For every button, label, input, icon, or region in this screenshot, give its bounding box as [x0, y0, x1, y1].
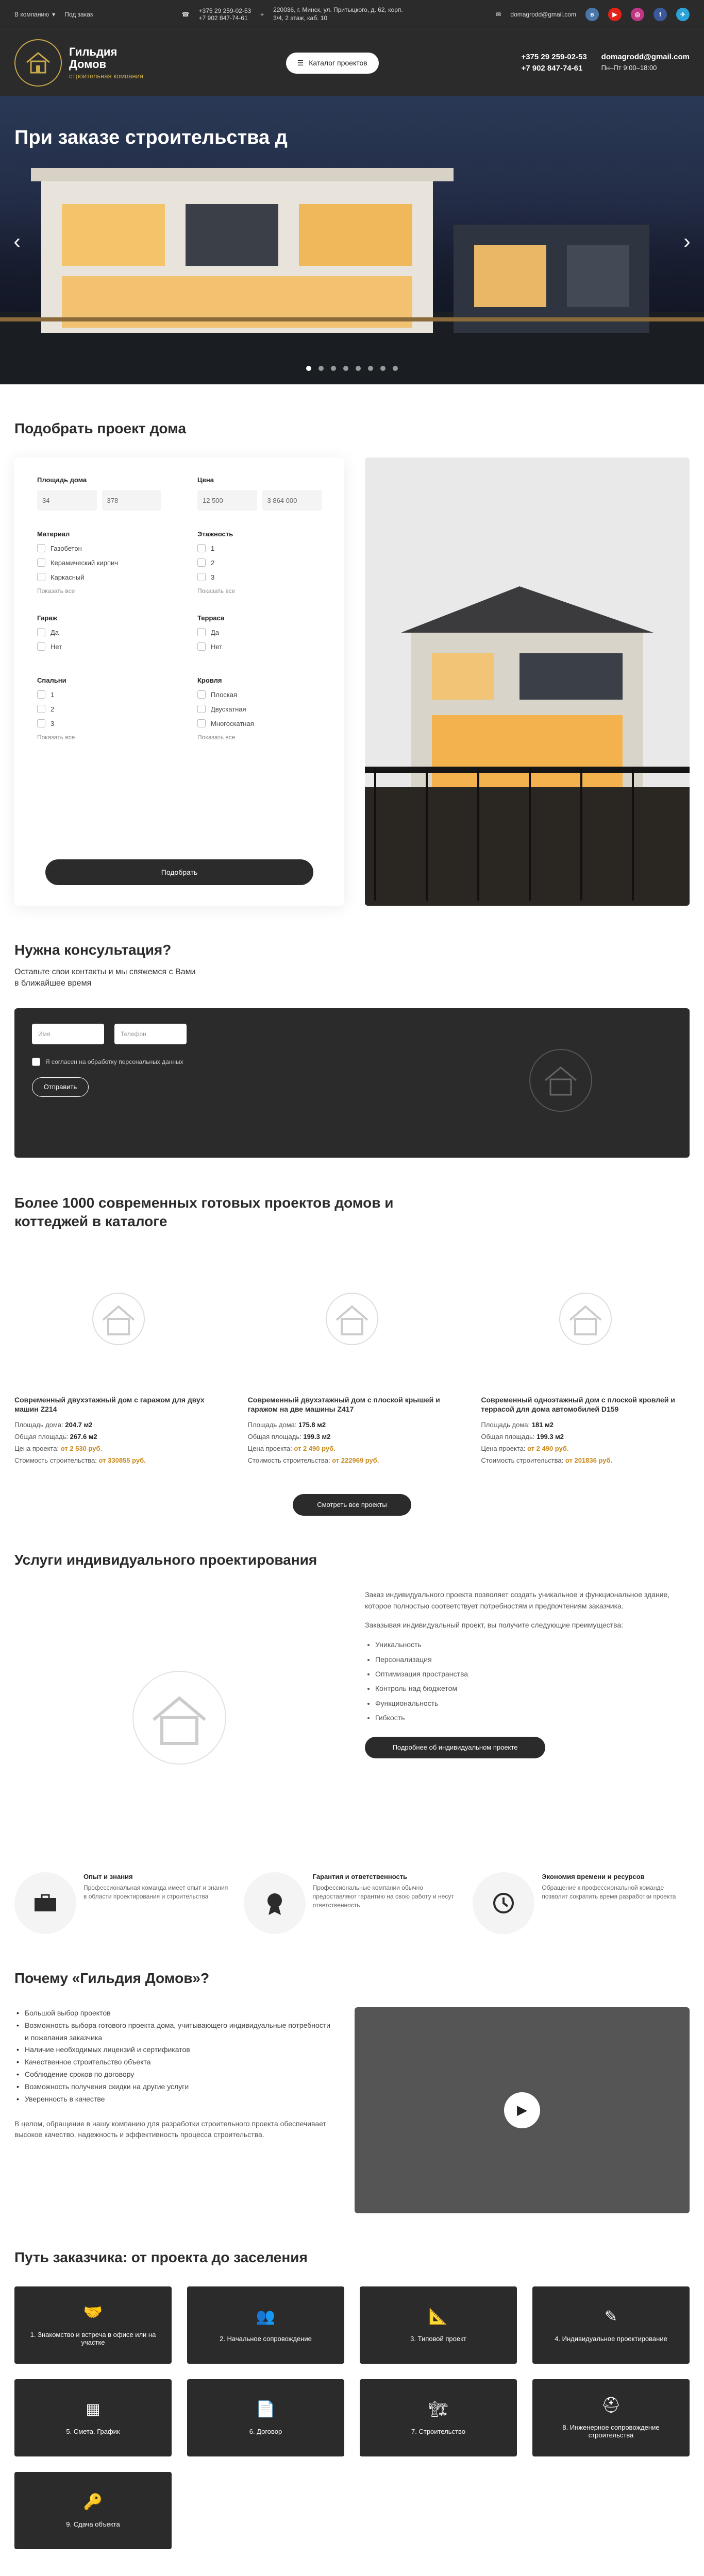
- advantage-title: Гарантия и ответственность: [312, 1872, 408, 1880]
- advantage-item: [14, 1872, 231, 1934]
- project-build-price: от 330855 руб.: [98, 1456, 146, 1464]
- why-note: В целом, обращение в нашу компанию для разработки строительного проекта обеспечивает высокое качество, надежность и эффективность процесса строительства.: [14, 2120, 326, 2139]
- why-point: • Качественное строительство объекта: [14, 2056, 334, 2069]
- floors-option[interactable]: 2: [197, 558, 322, 567]
- path-step[interactable]: ▦ 5. Смета. График: [14, 2379, 172, 2456]
- services-point: • Персонализация: [375, 1654, 690, 1665]
- people-icon: 👥: [256, 2308, 276, 2325]
- project-price: от 2 530 руб.: [60, 1444, 103, 1452]
- slider-dot[interactable]: [368, 366, 373, 371]
- picker-title: Подобрать проект дома: [14, 420, 187, 436]
- house-placeholder-icon: [14, 1252, 223, 1386]
- picker-form: [14, 457, 344, 906]
- project-total-area: 199.3 м2: [303, 1432, 331, 1440]
- project-name[interactable]: Современный двухэтажный дом с плоской крышей и гаражом на две машины Z417: [247, 1395, 440, 1413]
- price-to-input[interactable]: 3 864 000: [262, 490, 322, 511]
- advantage-text: Профессиональные компании обычно предоставляют гарантию на свою работу и несут ответственность: [312, 1884, 454, 1909]
- why-point: • Возможность получения скидки на другие услуги: [14, 2081, 334, 2093]
- services-point: • Функциональность: [375, 1698, 690, 1709]
- roof-option[interactable]: Плоская: [197, 690, 322, 699]
- advantage-text: Обращение к профессиональной команде позволит сократить время разработки проекта: [542, 1884, 676, 1900]
- bedrooms-option[interactable]: 2: [37, 705, 161, 713]
- company-link[interactable]: [14, 11, 55, 18]
- logo-line2: Домов: [69, 57, 107, 71]
- area-label: Площадь дома: [37, 476, 87, 484]
- floors-label: Этажность: [197, 530, 233, 538]
- play-icon[interactable]: ▶: [504, 2092, 540, 2128]
- facebook-icon[interactable]: f: [653, 8, 667, 21]
- chevron-right-icon[interactable]: ›: [683, 230, 691, 253]
- house-logo-icon: [14, 39, 62, 87]
- material-label: Материал: [37, 530, 70, 538]
- telegram-icon[interactable]: ✈: [676, 8, 690, 21]
- services-point: • Контроль над бюджетом: [375, 1683, 690, 1694]
- calculator-icon: ▦: [86, 2400, 100, 2418]
- advantage-title: Экономия времени и ресурсов: [542, 1872, 645, 1880]
- advantage-title: Опыт и знания: [83, 1872, 133, 1880]
- medal-icon: [244, 1872, 306, 1934]
- roof-label: Кровля: [197, 676, 222, 684]
- catalog-title-line2: коттеджей в каталоге: [14, 1213, 167, 1230]
- area-to-input[interactable]: 378: [102, 490, 162, 511]
- key-icon: 🔑: [83, 2493, 103, 2511]
- hero-title: При заказе строительства д: [14, 127, 288, 148]
- bedrooms-option[interactable]: 3: [37, 719, 161, 727]
- slider-dot[interactable]: [319, 366, 324, 371]
- slider-dot[interactable]: [393, 366, 398, 371]
- crane-icon: 🏗: [428, 2400, 448, 2418]
- bedrooms-label: Спальни: [37, 676, 66, 684]
- top-address: 220036, г. Минск, ул. Притыцкого, д. 62, корп. 3/4, 2 этаж, каб. 10: [273, 6, 403, 22]
- services-point: • Уникальность: [375, 1639, 690, 1650]
- why-point: • Большой выбор проектов: [14, 2007, 334, 2020]
- slider-dots: [0, 366, 704, 371]
- hero-slider: [0, 96, 704, 384]
- price-from-input[interactable]: 12 500: [197, 490, 257, 511]
- house-placeholder-icon: [14, 1589, 344, 1846]
- path-step[interactable]: 🔑 9. Сдача объекта: [14, 2472, 172, 2549]
- garage-option[interactable]: Нет: [37, 642, 161, 651]
- why-point: • Уверенность в качестве: [14, 2093, 334, 2106]
- show-more-link[interactable]: Показать все: [37, 587, 75, 595]
- chevron-down-icon: ▾: [52, 11, 56, 18]
- advantage-item: [244, 1872, 461, 1934]
- slider-dot[interactable]: [356, 366, 361, 371]
- project-card[interactable]: Современный двухэтажный дом с плоской крышей и гаражом на две машины Z417 Площадь дома: 175.8 м2 Общая площадь: 199.3 м2 Цена проекта: от 2 490 руб. Стоимость строительства: от 222969 руб.: [248, 1252, 457, 1468]
- engineer-icon: ⛑: [601, 2397, 621, 2414]
- menu-icon: ☰: [297, 58, 304, 67]
- services-point: • Оптимизация пространства: [375, 1668, 690, 1680]
- document-icon: 📄: [256, 2400, 276, 2418]
- material-option[interactable]: Каркасный: [37, 573, 161, 581]
- project-card[interactable]: Современный двухэтажный дом с гаражом для двух машин Z214 Площадь дома: 204.7 м2 Общая площадь: 267.6 м2 Цена проекта: от 2 530 руб. Стоимость строительства: от 330855 руб.: [14, 1252, 223, 1468]
- consult-text-line2: в ближайшее время: [14, 979, 92, 988]
- path-step[interactable]: ✎ 4. Индивидуальное проектирование: [532, 2286, 690, 2364]
- show-more-link[interactable]: Показать все: [197, 734, 236, 741]
- floors-option[interactable]: 3: [197, 573, 322, 581]
- house-placeholder-icon: [481, 1252, 690, 1386]
- area-from-input[interactable]: 34: [37, 490, 97, 511]
- toolbox-icon: [14, 1872, 76, 1934]
- material-option[interactable]: Керамический кирпич: [37, 558, 161, 567]
- phone-icon: ☎: [181, 11, 190, 18]
- garage-option[interactable]: Да: [37, 628, 161, 636]
- agree-label: Я согласен на обработку персональных данных: [45, 1058, 183, 1065]
- header-phone-1[interactable]: +375 29 259-02-53: [521, 52, 587, 61]
- top-email[interactable]: domagrodd@gmail.com: [510, 11, 576, 18]
- project-area: 175.8 м2: [298, 1420, 326, 1429]
- roof-option[interactable]: Многоскатная: [197, 719, 322, 727]
- path-step[interactable]: 🤝 1. Знакомство и встреча в офисе или на участке: [14, 2286, 172, 2364]
- drafting-icon: ✎: [604, 2308, 618, 2325]
- agree-checkbox[interactable]: [32, 1058, 40, 1066]
- consult-send-button[interactable]: Отправить: [32, 1077, 89, 1097]
- house-placeholder-icon: [248, 1252, 457, 1386]
- video-player[interactable]: [355, 2007, 690, 2213]
- path-step[interactable]: 👥 2. Начальное сопровождение: [187, 2286, 344, 2364]
- company-link-label: В компанию: [14, 11, 49, 18]
- logo-subtitle: строительная компания: [69, 72, 143, 80]
- name-input[interactable]: Имя: [32, 1024, 104, 1044]
- show-more-link[interactable]: Показать все: [197, 587, 236, 595]
- project-price: от 2 490 руб.: [294, 1444, 336, 1452]
- house-logo-icon: [509, 1029, 612, 1132]
- header-email[interactable]: domagrodd@gmail.com: [601, 52, 690, 61]
- path-step[interactable]: ⛑ 8. Инженерное сопровождение строительства: [532, 2379, 690, 2456]
- project-area: 204.7 м2: [65, 1420, 93, 1429]
- material-option[interactable]: Газобетон: [37, 544, 161, 552]
- why-point: • Соблюдение сроков по договору: [14, 2069, 334, 2081]
- terrace-option[interactable]: Нет: [197, 642, 322, 651]
- services-text-1: Заказ индивидуального проекта позволяет создать уникальное и функциональное здание, которое полностью соответствует потребностям и предпочтениям заказчика.: [365, 1590, 670, 1611]
- advantage-item: [473, 1872, 690, 1934]
- mail-icon: ✉: [496, 11, 501, 18]
- why-point: • Наличие необходимых лицензий и сертификатов: [14, 2044, 334, 2056]
- top-bar: [0, 0, 704, 29]
- blueprint-icon: 📐: [428, 2308, 448, 2325]
- garage-label: Гараж: [37, 614, 57, 622]
- all-projects-button[interactable]: Смотреть все проекты: [293, 1494, 411, 1516]
- youtube-icon[interactable]: ▶: [608, 8, 622, 21]
- project-name[interactable]: Современный двухэтажный дом с гаражом для двух машин Z214: [14, 1395, 205, 1413]
- header-phone-2[interactable]: +7 902 847-74-61: [521, 64, 583, 73]
- logo-line1: Гильдия: [69, 45, 118, 58]
- project-price: от 2 490 руб.: [527, 1444, 569, 1452]
- picker-submit-button[interactable]: Подобрать: [45, 859, 313, 885]
- why-point: • Возможность выбора готового проекта дома, учитывающего индивидуальные потребности и пожелания заказчика: [14, 2020, 334, 2044]
- consult-form: [14, 1008, 690, 1158]
- map-pin-icon: ⌖: [260, 10, 264, 18]
- slider-dot[interactable]: [331, 366, 336, 371]
- picker-house-photo: [365, 457, 690, 906]
- handshake-icon: 🤝: [83, 2304, 103, 2321]
- project-name[interactable]: Современный одноэтажный дом с плоской кровлей и террасой для дома автомобилей D159: [481, 1395, 675, 1413]
- slider-dot[interactable]: [380, 366, 385, 371]
- floors-option[interactable]: 1: [197, 544, 322, 552]
- top-phone-2[interactable]: +7 902 847-74-61: [198, 14, 248, 22]
- terrace-option[interactable]: Да: [197, 628, 322, 636]
- path-title: Путь заказчика: от проекта до заселения: [14, 2249, 308, 2265]
- roof-option[interactable]: Двускатная: [197, 705, 322, 713]
- project-build-price: от 201836 руб.: [565, 1456, 613, 1464]
- top-phone-1[interactable]: +375 29 259-02-53: [198, 7, 252, 14]
- terrace-label: Терраса: [197, 614, 225, 622]
- catalog-title-line1: Более 1000 современных готовых проектов домов и: [14, 1194, 394, 1211]
- project-total-area: 267.6 м2: [70, 1432, 97, 1440]
- services-point: • Гибкость: [375, 1712, 690, 1723]
- logo[interactable]: [14, 39, 143, 87]
- path-step[interactable]: 🏗 7. Строительство: [360, 2379, 517, 2456]
- catalog-button[interactable]: [286, 53, 379, 74]
- slider-dot[interactable]: [343, 366, 348, 371]
- header-hours: Пн–Пт 9:00–18:00: [601, 64, 657, 72]
- bedrooms-option[interactable]: 1: [37, 690, 161, 699]
- advantage-text: Профессиональная команда имеет опыт и знания в области проектирования и строительства: [83, 1884, 228, 1900]
- consult-text-line1: Оставьте свои контакты и мы свяжемся с Вами: [14, 968, 196, 976]
- path-step[interactable]: 📐 3. Типовой проект: [360, 2286, 517, 2364]
- price-label: Цена: [197, 476, 214, 484]
- path-step[interactable]: 📄 6. Договор: [187, 2379, 344, 2456]
- catalog-button-label: Каталог проектов: [309, 59, 367, 67]
- chevron-left-icon[interactable]: ‹: [13, 230, 21, 253]
- show-more-link[interactable]: Показать все: [37, 734, 75, 741]
- services-text-2: Заказывая индивидуальный проект, вы получите следующие преимущества:: [365, 1620, 624, 1629]
- project-area: 181 м2: [531, 1420, 554, 1429]
- slider-dot[interactable]: [306, 366, 311, 371]
- project-total-area: 199.3 м2: [537, 1432, 564, 1440]
- clock-icon: [473, 1872, 534, 1934]
- hero-house-image: [0, 147, 704, 384]
- phone-input[interactable]: Телефон: [114, 1024, 187, 1044]
- header: [0, 29, 704, 96]
- why-title: Почему «Гильдия Домов»?: [14, 1970, 210, 1986]
- order-link[interactable]: Под заказ: [64, 11, 93, 18]
- instagram-icon[interactable]: ◎: [631, 8, 644, 21]
- project-card[interactable]: Современный одноэтажный дом с плоской кровлей и террасой для дома автомобилей D159 Площадь дома: 181 м2 Общая площадь: 199.3 м2 Цена проекта: от 2 490 руб. Стоимость строительства: от 201836 руб.: [481, 1252, 690, 1468]
- consult-title: Нужна консультация?: [14, 942, 172, 958]
- project-build-price: от 222969 руб.: [332, 1456, 379, 1464]
- vk-icon[interactable]: в: [585, 8, 599, 21]
- services-title: Услуги индивидуального проектирования: [14, 1551, 317, 1568]
- individual-project-button[interactable]: Подробнее об индивидуальном проекте: [365, 1737, 545, 1758]
